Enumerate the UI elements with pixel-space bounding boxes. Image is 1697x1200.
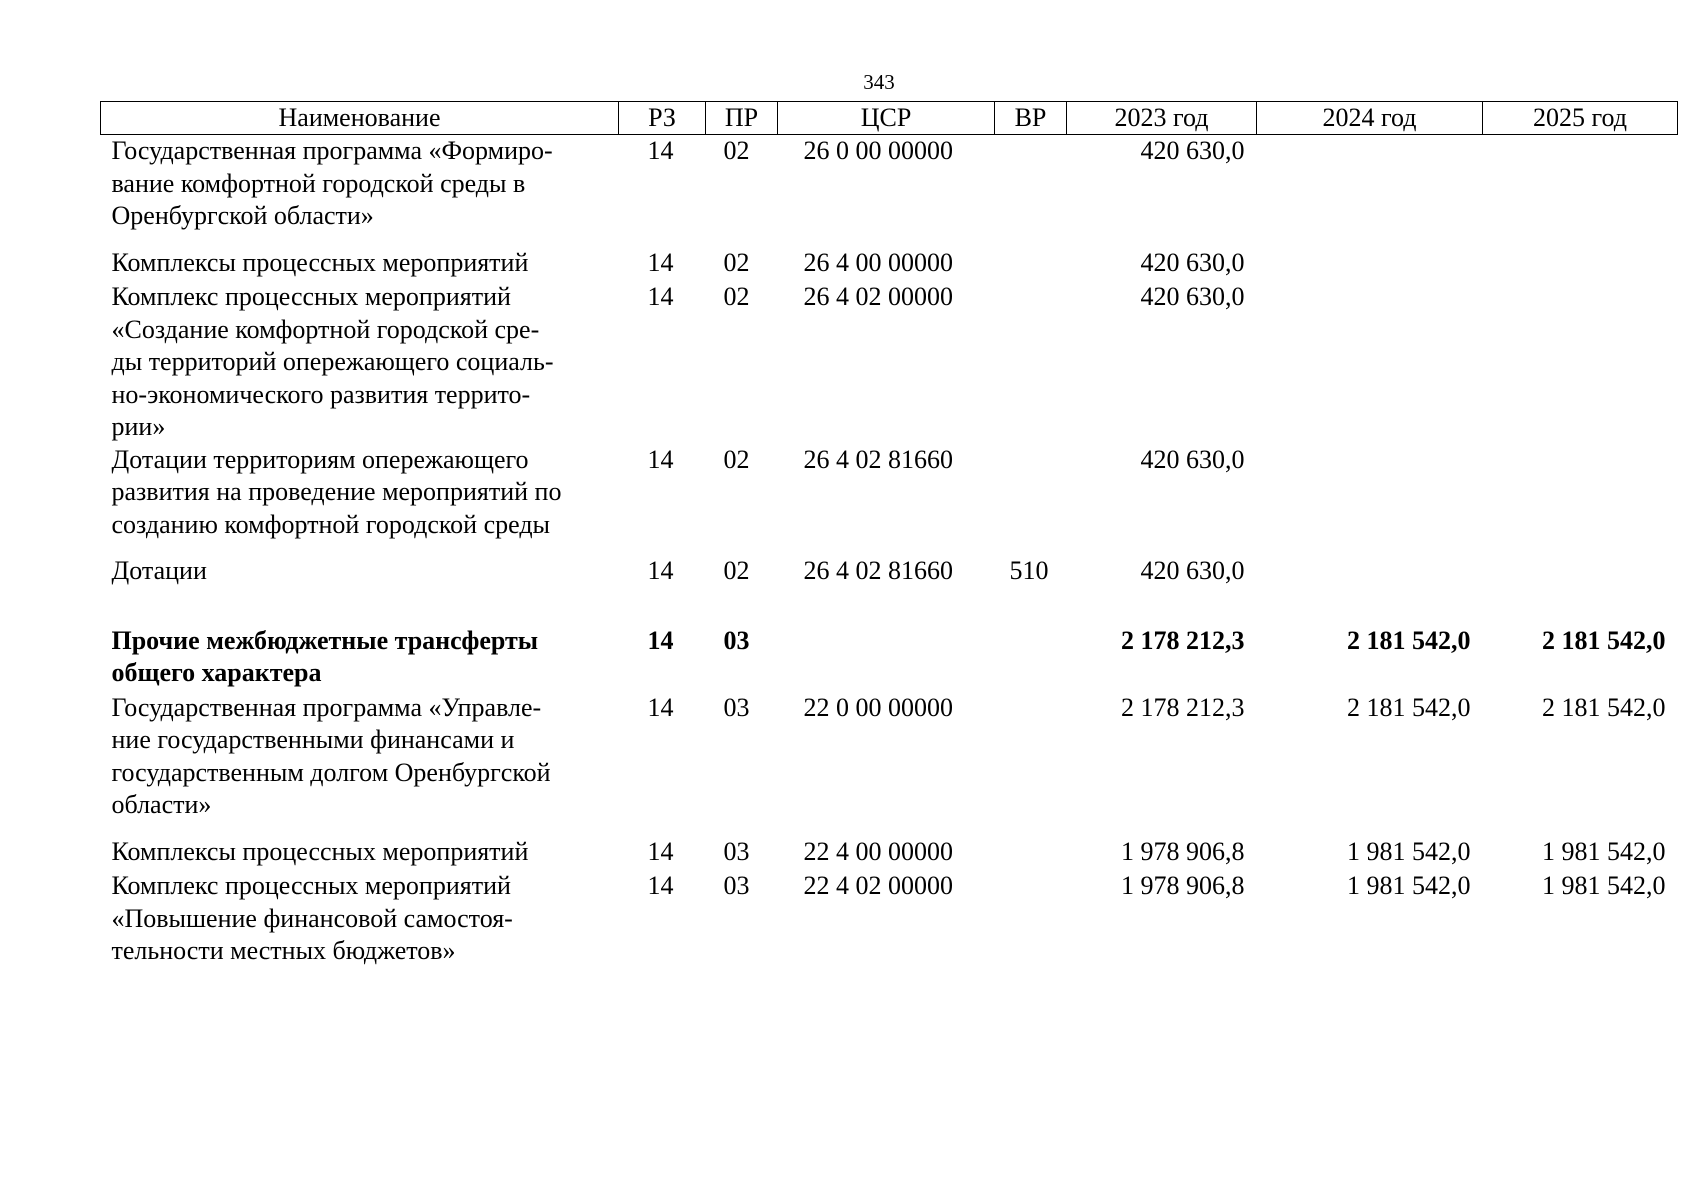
row-value-2025 xyxy=(1483,135,1678,233)
row-value-2024 xyxy=(1257,555,1483,588)
row-rz: 14 xyxy=(647,836,674,866)
header-2024: 2024 год xyxy=(1257,102,1483,135)
row-name-line: Комплексы процессных мероприятий xyxy=(111,836,529,866)
row-pr: 02 xyxy=(723,282,750,311)
row-pr: 03 xyxy=(723,836,750,866)
row-name xyxy=(101,281,619,444)
row-csr: 22 4 00 00000 xyxy=(803,836,953,866)
row-value-2024: 2 181 542,0 xyxy=(1347,692,1471,722)
row-value-2024: 1 981 542,0 xyxy=(1347,836,1471,866)
row-value-2024: 2 181 542,0 xyxy=(1347,625,1471,655)
table-row xyxy=(101,870,1678,968)
table-row xyxy=(101,692,1678,822)
row-value-2024 xyxy=(1257,444,1483,542)
row-value-2023: 420 630,0 xyxy=(1140,282,1245,311)
row-pr: 02 xyxy=(723,444,750,474)
row-name-line: развития на проведение мероприятий по xyxy=(111,477,562,506)
row-name-line: Дотации территориям опережающего xyxy=(111,444,529,474)
row-vr xyxy=(995,870,1067,968)
row-pr: 02 xyxy=(723,136,750,165)
row-value-2023: 1 978 906,8 xyxy=(1121,871,1245,900)
row-csr: 26 4 02 81660 xyxy=(803,444,953,474)
row-name xyxy=(101,870,619,968)
row-value-2023: 420 630,0 xyxy=(1140,444,1245,474)
row-name-line: ды территорий опережающего социаль- xyxy=(111,347,554,376)
table-row xyxy=(101,836,1678,869)
row-name xyxy=(101,836,619,869)
row-name-line: Государственная программа «Формиро- xyxy=(111,136,553,165)
header-csr: ЦСР xyxy=(778,102,995,135)
row-name-line: Прочие межбюджетные трансферты xyxy=(111,625,539,655)
row-name xyxy=(101,135,619,233)
row-rz: 14 xyxy=(647,556,674,585)
row-vr xyxy=(995,247,1067,280)
row-value-2025: 2 181 542,0 xyxy=(1542,692,1666,722)
row-name-line: Комплекс процессных мероприятий xyxy=(111,871,511,900)
row-csr: 26 4 02 81660 xyxy=(803,556,953,585)
row-name-line: государственным долгом Оренбургской xyxy=(111,757,551,787)
row-value-2024 xyxy=(1257,135,1483,233)
row-spacer xyxy=(101,541,1678,555)
row-csr: 26 4 00 00000 xyxy=(803,247,953,277)
row-name xyxy=(101,625,619,690)
row-value-2025: 2 181 542,0 xyxy=(1542,625,1666,655)
table-row xyxy=(101,444,1678,542)
row-name-line: «Создание комфортной городской сре- xyxy=(111,314,540,344)
row-name xyxy=(101,555,619,588)
header-name: Наименование xyxy=(101,102,619,135)
row-value-2025: 1 981 542,0 xyxy=(1542,871,1666,900)
row-name-line: области» xyxy=(111,790,212,819)
row-csr: 26 0 00 00000 xyxy=(803,136,953,165)
budget-table xyxy=(100,101,1678,968)
row-value-2023: 420 630,0 xyxy=(1140,136,1245,165)
row-rz: 14 xyxy=(647,247,674,277)
row-value-2023: 2 178 212,3 xyxy=(1121,625,1245,655)
header-2025: 2025 год xyxy=(1483,102,1678,135)
row-name-line: но-экономического развития террито- xyxy=(111,379,531,409)
row-spacer xyxy=(101,588,1678,625)
row-value-2025 xyxy=(1483,444,1678,542)
row-rz: 14 xyxy=(647,692,674,722)
header-2023: 2023 год xyxy=(1067,102,1257,135)
row-name-line: тельности местных бюджетов» xyxy=(111,936,456,965)
row-vr xyxy=(995,135,1067,233)
row-value-2023: 2 178 212,3 xyxy=(1121,692,1245,722)
row-name-line: Дотации xyxy=(111,556,207,585)
row-vr xyxy=(995,625,1067,690)
table-row xyxy=(101,625,1678,690)
row-pr: 02 xyxy=(723,556,750,585)
row-name-line: «Повышение финансовой самостоя- xyxy=(111,903,513,933)
row-name xyxy=(101,692,619,822)
row-value-2023: 1 978 906,8 xyxy=(1121,836,1245,866)
row-vr xyxy=(995,444,1067,542)
row-rz: 14 xyxy=(647,282,674,311)
header-pr: ПР xyxy=(706,102,778,135)
table-header-row xyxy=(101,102,1678,135)
row-pr: 03 xyxy=(723,692,750,722)
row-name-line: Комплекс процессных мероприятий xyxy=(111,282,511,311)
row-csr: 26 4 02 00000 xyxy=(803,282,953,311)
row-name-line: рии» xyxy=(111,412,166,441)
row-value-2025 xyxy=(1483,247,1678,280)
row-name xyxy=(101,444,619,542)
row-pr: 03 xyxy=(723,625,750,655)
row-value-2023: 420 630,0 xyxy=(1140,556,1245,585)
row-value-2025 xyxy=(1483,555,1678,588)
row-rz: 14 xyxy=(647,444,674,474)
row-name-line: общего характера xyxy=(111,658,322,687)
row-name-line: Государственная программа «Управле- xyxy=(111,692,542,722)
header-vr: ВР xyxy=(995,102,1067,135)
row-rz: 14 xyxy=(647,136,674,165)
row-value-2024 xyxy=(1257,247,1483,280)
row-name xyxy=(101,247,619,280)
row-csr: 22 0 00 00000 xyxy=(803,692,953,722)
row-name-line: созданию комфортной городской среды xyxy=(111,509,551,539)
row-name-line: ние государственными финансами и xyxy=(111,725,515,754)
row-csr xyxy=(778,625,995,690)
row-spacer xyxy=(101,233,1678,247)
row-name-line: Комплексы процессных мероприятий xyxy=(111,247,529,277)
row-value-2024 xyxy=(1257,281,1483,444)
table-row xyxy=(101,555,1678,588)
row-pr: 02 xyxy=(723,247,750,277)
row-vr xyxy=(995,281,1067,444)
row-rz: 14 xyxy=(647,871,674,900)
row-rz: 14 xyxy=(647,625,674,655)
table-row xyxy=(101,281,1678,444)
row-name-line: вание комфортной городской среды в xyxy=(111,168,526,198)
table-row xyxy=(101,247,1678,280)
page-number: 343 xyxy=(863,70,895,94)
header-rz: РЗ xyxy=(619,102,706,135)
row-vr: 510 xyxy=(1009,556,1049,585)
row-vr xyxy=(995,692,1067,822)
table-row xyxy=(101,135,1678,233)
row-name-line: Оренбургской области» xyxy=(111,201,374,230)
row-pr: 03 xyxy=(723,871,750,900)
row-csr: 22 4 02 00000 xyxy=(803,871,953,900)
table-body xyxy=(101,135,1678,968)
row-value-2025 xyxy=(1483,281,1678,444)
row-vr xyxy=(995,836,1067,869)
row-spacer xyxy=(101,822,1678,836)
row-value-2023: 420 630,0 xyxy=(1140,247,1245,277)
row-value-2025: 1 981 542,0 xyxy=(1542,836,1666,866)
row-value-2024: 1 981 542,0 xyxy=(1347,871,1471,900)
